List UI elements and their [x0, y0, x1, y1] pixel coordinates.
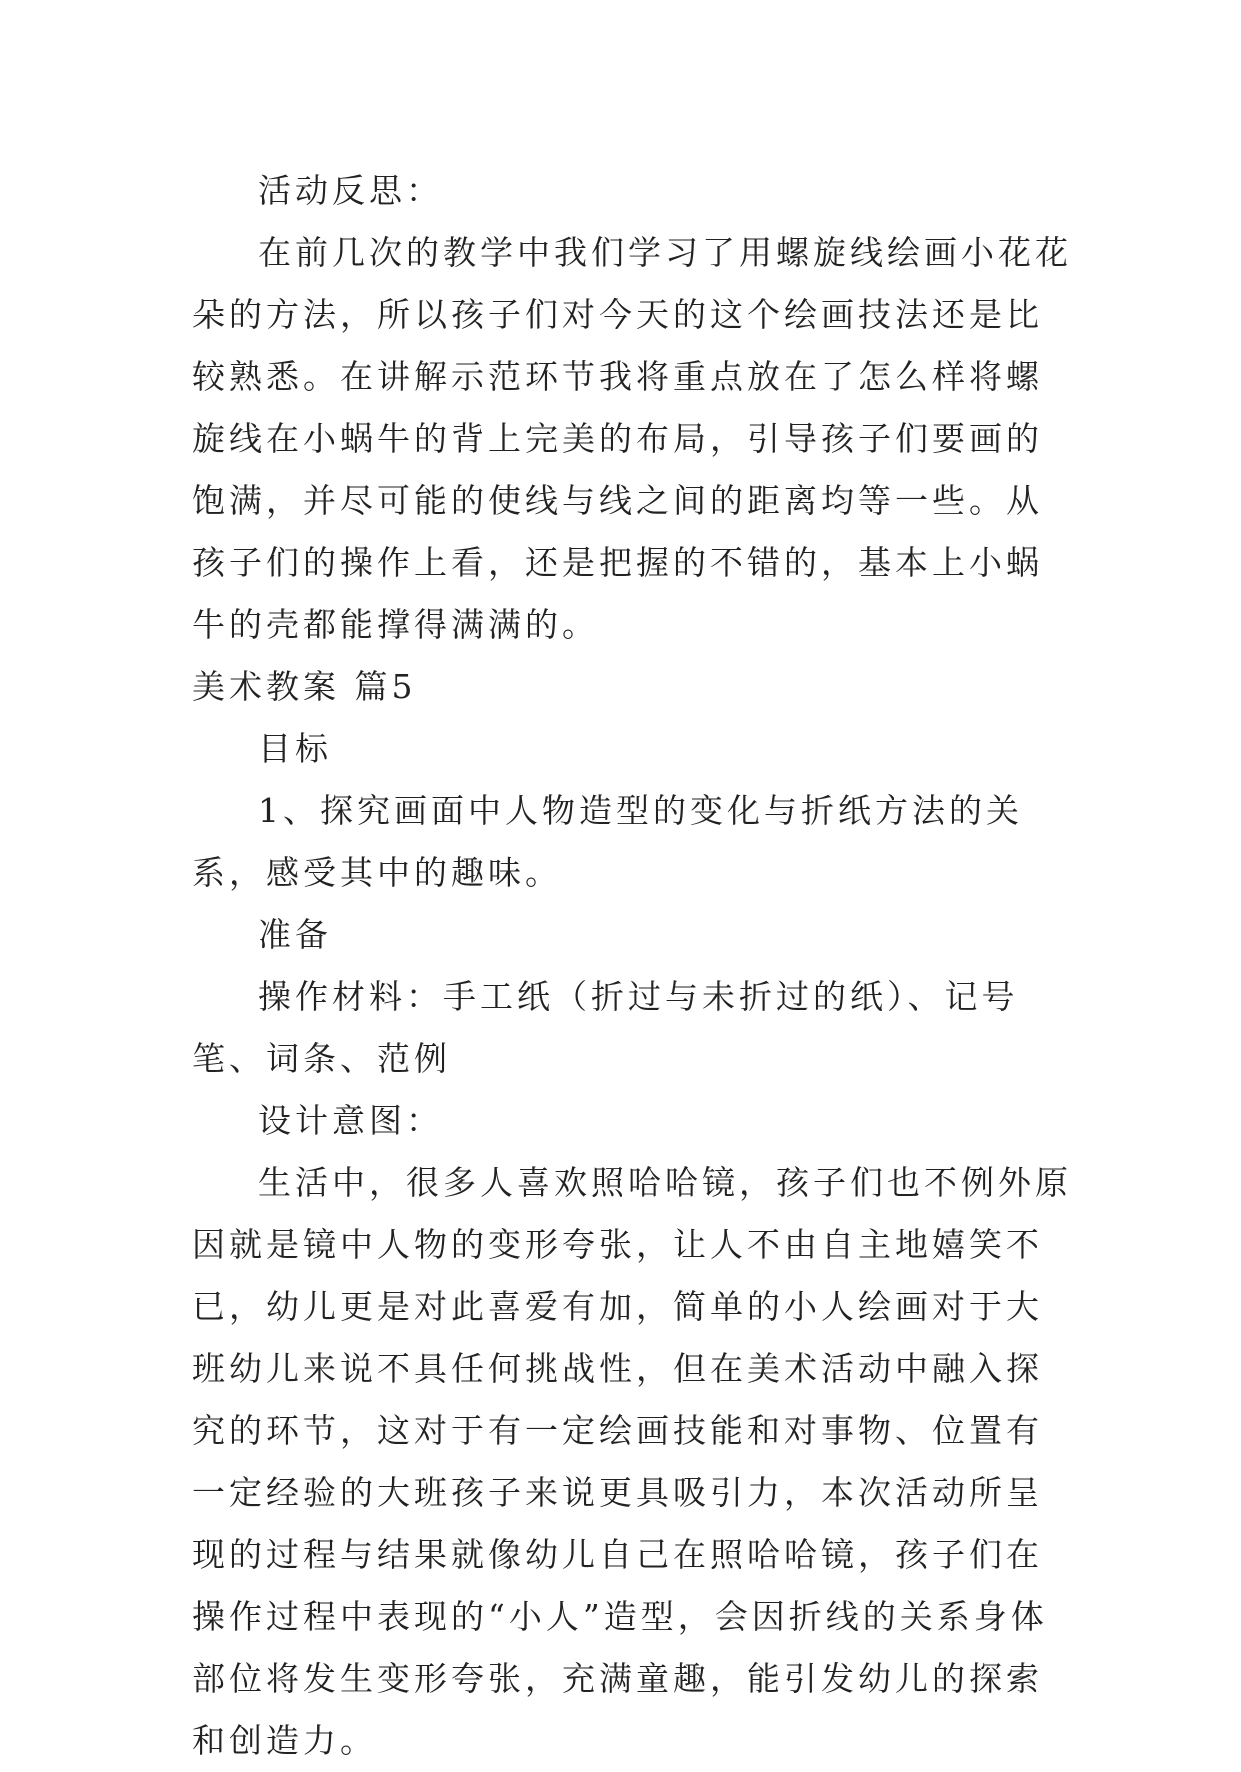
section-label-goal: 目标 — [258, 729, 332, 768]
section-label-reflection: 活动反思： — [258, 171, 443, 210]
section-label-design-intent: 设计意图： — [258, 1101, 443, 1140]
paragraph-reflection: 在前几次的教学中我们学习了用螺旋线绘画小花花朵的方法，所以孩子们对今天的这个绘画技法还是比较熟悉。在讲解示范环节我将重点放在了怎么样将螺旋线在小蜗牛的背上完美的布局，引导孩子们要画的饱满，并尽可能的使线与线之间的距离均等一些。从孩子们的操作上看，还是把握的不错的，基本上小蜗牛的壳都能撑得满满的。 — [192, 233, 1072, 644]
paragraph-design-intent: 生活中，很多人喜欢照哈哈镜，孩子们也不例外原因就是镜中人物的变形夸张，让人不由自主地嬉笑不已，幼儿更是对此喜爱有加，简单的小人绘画对于大班幼儿来说不具任何挑战性，但在美术活动中融入探究的环节，这对于有一定绘画技能和对事物、位置有一定经验的大班孩子来说更具吸引力，本次活动所呈现的过程与结果就像幼儿自己在照哈哈镜，孩子们在操作过程中表现的“小人”造型，会因折线的关系身体部位将发生变形夸张，充满童趣，能引发幼儿的探索和创造力。 — [192, 1163, 1072, 1760]
paragraph-goal: 1、探究画面中人物造型的变化与折纸方法的关系，感受其中的趣味。 — [192, 791, 1023, 892]
paragraph-materials: 操作材料：手工纸（折过与未折过的纸）、记号笔、词条、范例 — [192, 977, 1019, 1078]
section-heading: 美术教案 篇5 — [192, 667, 417, 706]
section-label-preparation: 准备 — [258, 915, 332, 954]
document-body — [192, 160, 1072, 1772]
